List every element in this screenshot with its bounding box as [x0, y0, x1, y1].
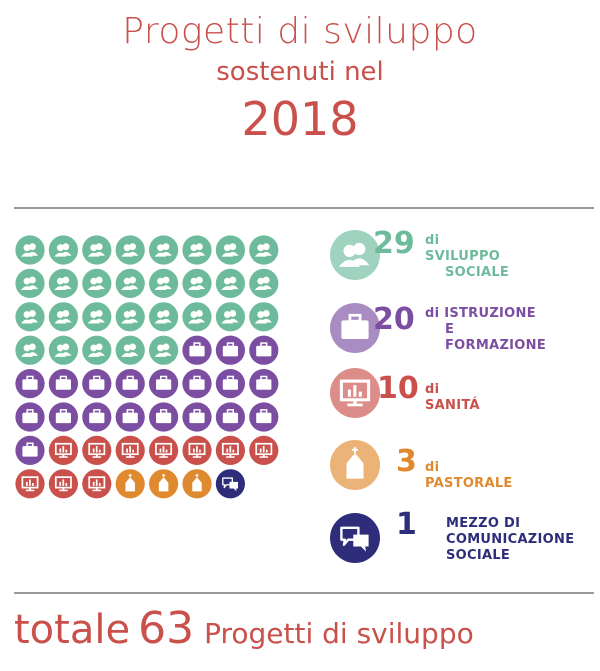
waffle-cell-pastorale [182, 469, 211, 498]
chapel-icon [347, 447, 364, 478]
waffle-cell-sviluppo_sociale [182, 269, 211, 298]
page-year: 2018 [241, 92, 359, 146]
waffle-cell-istruzione [49, 369, 78, 398]
waffle-cell-sviluppo_sociale [216, 269, 245, 298]
waffle-cell-comunicazione [216, 469, 245, 498]
waffle-cell-istruzione [82, 402, 111, 431]
waffle-cell-sviluppo_sociale [182, 235, 211, 264]
waffle-cell-sviluppo_sociale [15, 269, 44, 298]
waffle-cell-sviluppo_sociale [149, 235, 178, 264]
waffle-cell-istruzione [49, 402, 78, 431]
waffle-cell-istruzione [182, 402, 211, 431]
waffle-cell-sviluppo_sociale [249, 269, 278, 298]
waffle-cell-sviluppo_sociale [82, 302, 111, 331]
total-label: Progetti di sviluppo [204, 617, 474, 650]
total-summary [14, 603, 474, 654]
waffle-cell-istruzione [249, 402, 278, 431]
waffle-cell-sviluppo_sociale [15, 235, 44, 264]
legend-label-istruzione: di ISTRUZIONE E FORMAZIONE [425, 306, 547, 353]
waffle-cell-sanita [82, 436, 111, 465]
monitor-chart-icon [341, 381, 368, 406]
waffle-cell-sviluppo_sociale [149, 269, 178, 298]
waffle-cell-istruzione [82, 369, 111, 398]
waffle-cell-sviluppo_sociale [116, 235, 145, 264]
waffle-cell-sviluppo_sociale [249, 302, 278, 331]
legend-label-sviluppo_sociale: di SVILUPPO SOCIALE [425, 233, 510, 280]
waffle-cell-sviluppo_sociale [149, 302, 178, 331]
total-word: totale [14, 607, 131, 653]
waffle-cell-sanita [216, 436, 245, 465]
waffle-cell-istruzione [149, 402, 178, 431]
waffle-cell-istruzione [116, 402, 145, 431]
waffle-cell-sanita [116, 436, 145, 465]
waffle-cell-istruzione [249, 369, 278, 398]
waffle-cell-sviluppo_sociale [49, 269, 78, 298]
waffle-cell-sviluppo_sociale [49, 336, 78, 365]
legend-count-comunicazione: 1 [396, 507, 417, 542]
waffle-cell-sviluppo_sociale [116, 336, 145, 365]
waffle-cell-istruzione [15, 369, 44, 398]
waffle-cell-sviluppo_sociale [149, 336, 178, 365]
waffle-cell-sviluppo_sociale [49, 235, 78, 264]
waffle-cell-pastorale [116, 469, 145, 498]
waffle-cell-sanita [149, 436, 178, 465]
legend-count-istruzione: 20 [373, 302, 415, 337]
speech-bubbles-icon [341, 528, 368, 552]
waffle-cell-istruzione [216, 369, 245, 398]
waffle-cell-sanita [49, 436, 78, 465]
page-title: Progetti di sviluppo [122, 11, 478, 52]
waffle-cell-sviluppo_sociale [116, 269, 145, 298]
waffle-cell-sviluppo_sociale [82, 235, 111, 264]
waffle-cell-pastorale [149, 469, 178, 498]
legend-count-sviluppo_sociale: 29 [373, 226, 415, 261]
page-subtitle: sostenuti nel [216, 57, 384, 87]
waffle-cell-istruzione [116, 369, 145, 398]
waffle-cell-sviluppo_sociale [82, 336, 111, 365]
total-number: 63 [138, 603, 195, 654]
legend-swatch-sanita [330, 368, 380, 418]
legend-label-comunicazione: MEZZO DI COMUNICAZIONE SOCIALE [446, 516, 575, 563]
waffle-cell-istruzione [15, 402, 44, 431]
legend-label-sanita: di SANITÁ [425, 382, 480, 413]
waffle-cell-sanita [249, 436, 278, 465]
briefcase-icon [341, 315, 368, 339]
waffle-cell-istruzione [249, 336, 278, 365]
legend-label-pastorale: di PASTORALE [425, 460, 513, 491]
waffle-cell-sviluppo_sociale [49, 302, 78, 331]
waffle-cell-sanita [82, 469, 111, 498]
waffle-cell-istruzione [182, 369, 211, 398]
waffle-cell-sviluppo_sociale [15, 336, 44, 365]
waffle-cell-sviluppo_sociale [15, 302, 44, 331]
waffle-cell-sanita [182, 436, 211, 465]
waffle-cell-sviluppo_sociale [216, 235, 245, 264]
legend-swatch-pastorale [330, 440, 380, 490]
waffle-cell-sviluppo_sociale [249, 235, 278, 264]
waffle-cell-sviluppo_sociale [82, 269, 111, 298]
waffle-cell-istruzione [182, 336, 211, 365]
legend-count-pastorale: 3 [396, 444, 417, 479]
waffle-cell-istruzione [216, 402, 245, 431]
waffle-cell-istruzione [149, 369, 178, 398]
legend-swatch-comunicazione [330, 513, 380, 563]
waffle-cell-sviluppo_sociale [216, 302, 245, 331]
waffle-cell-sanita [15, 469, 44, 498]
waffle-cell-sviluppo_sociale [182, 302, 211, 331]
waffle-cell-sanita [49, 469, 78, 498]
waffle-cell-istruzione [216, 336, 245, 365]
waffle-cell-istruzione [15, 436, 44, 465]
people-icon [339, 243, 370, 267]
legend-count-sanita: 10 [377, 371, 419, 406]
waffle-cell-sviluppo_sociale [116, 302, 145, 331]
bottom-divider [14, 592, 594, 594]
